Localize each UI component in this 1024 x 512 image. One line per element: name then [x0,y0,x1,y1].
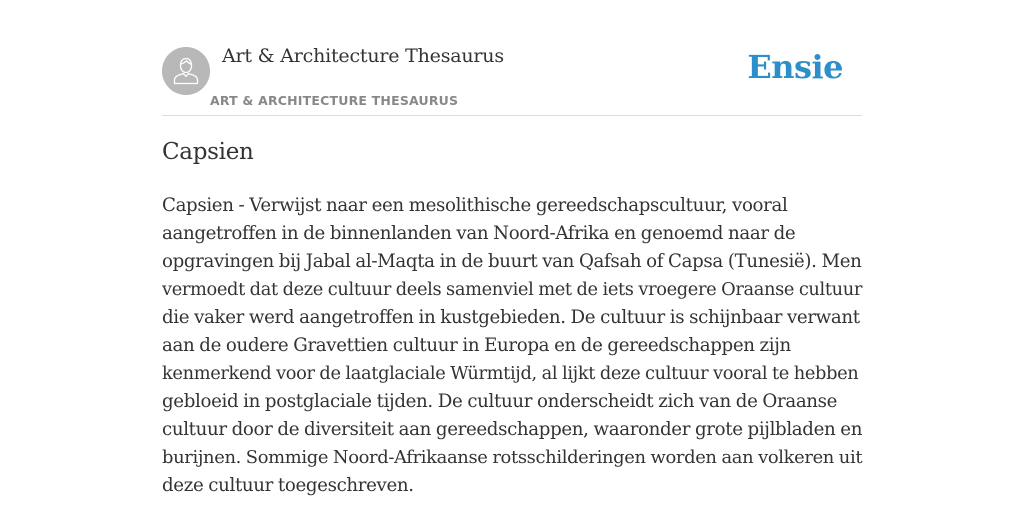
source-title[interactable]: Art & Architecture Thesaurus [222,45,504,67]
entry-title: Capsien [162,139,254,165]
user-silhouette-icon[interactable] [162,47,210,95]
definition-line: gebloeid in postglaciale tijden. De cultuur onderscheidt zich van de Oraanse [162,391,838,412]
definition-line: deze cultuur toegeschreven. [162,475,414,496]
entry-definition [162,192,862,500]
source-label[interactable]: ART & ARCHITECTURE THESAURUS [210,93,459,108]
definition-line: die vaker werd aangetroffen in kustgebieden. De cultuur is schijnbaar verwant [162,307,860,328]
page-content [162,0,862,512]
definition-line: burijnen. Sommige Noord-Afrikaanse rotsschilderingen worden aan volkeren uit [162,447,863,468]
definition-line: aan de oudere Gravettien cultuur in Europa en de gereedschappen zijn [162,335,791,356]
definition-line: cultuur door de diversiteit aan gereedschappen, waaronder grote pijlbladen en [162,419,863,440]
definition-line: vermoedt dat deze cultuur deels samenviel met de iets vroegere Oraanse cultuur [162,279,863,300]
definition-line: Capsien - Verwijst naar een mesolithische gereedschapscultuur, vooral [162,195,788,216]
definition-line: aangetroffen in de binnenlanden van Noord-Afrika en genoemd naar de [162,223,796,244]
header-divider [162,115,862,116]
brand-logo[interactable]: Ensie [747,48,843,86]
definition-line: opgravingen bij Jabal al-Maqta in de buurt van Qafsah of Capsa (Tunesië). Men [162,251,862,272]
definition-line: kenmerkend voor de laatglaciale Würmtijd, al lijkt deze cultuur vooral te hebben [162,363,859,384]
